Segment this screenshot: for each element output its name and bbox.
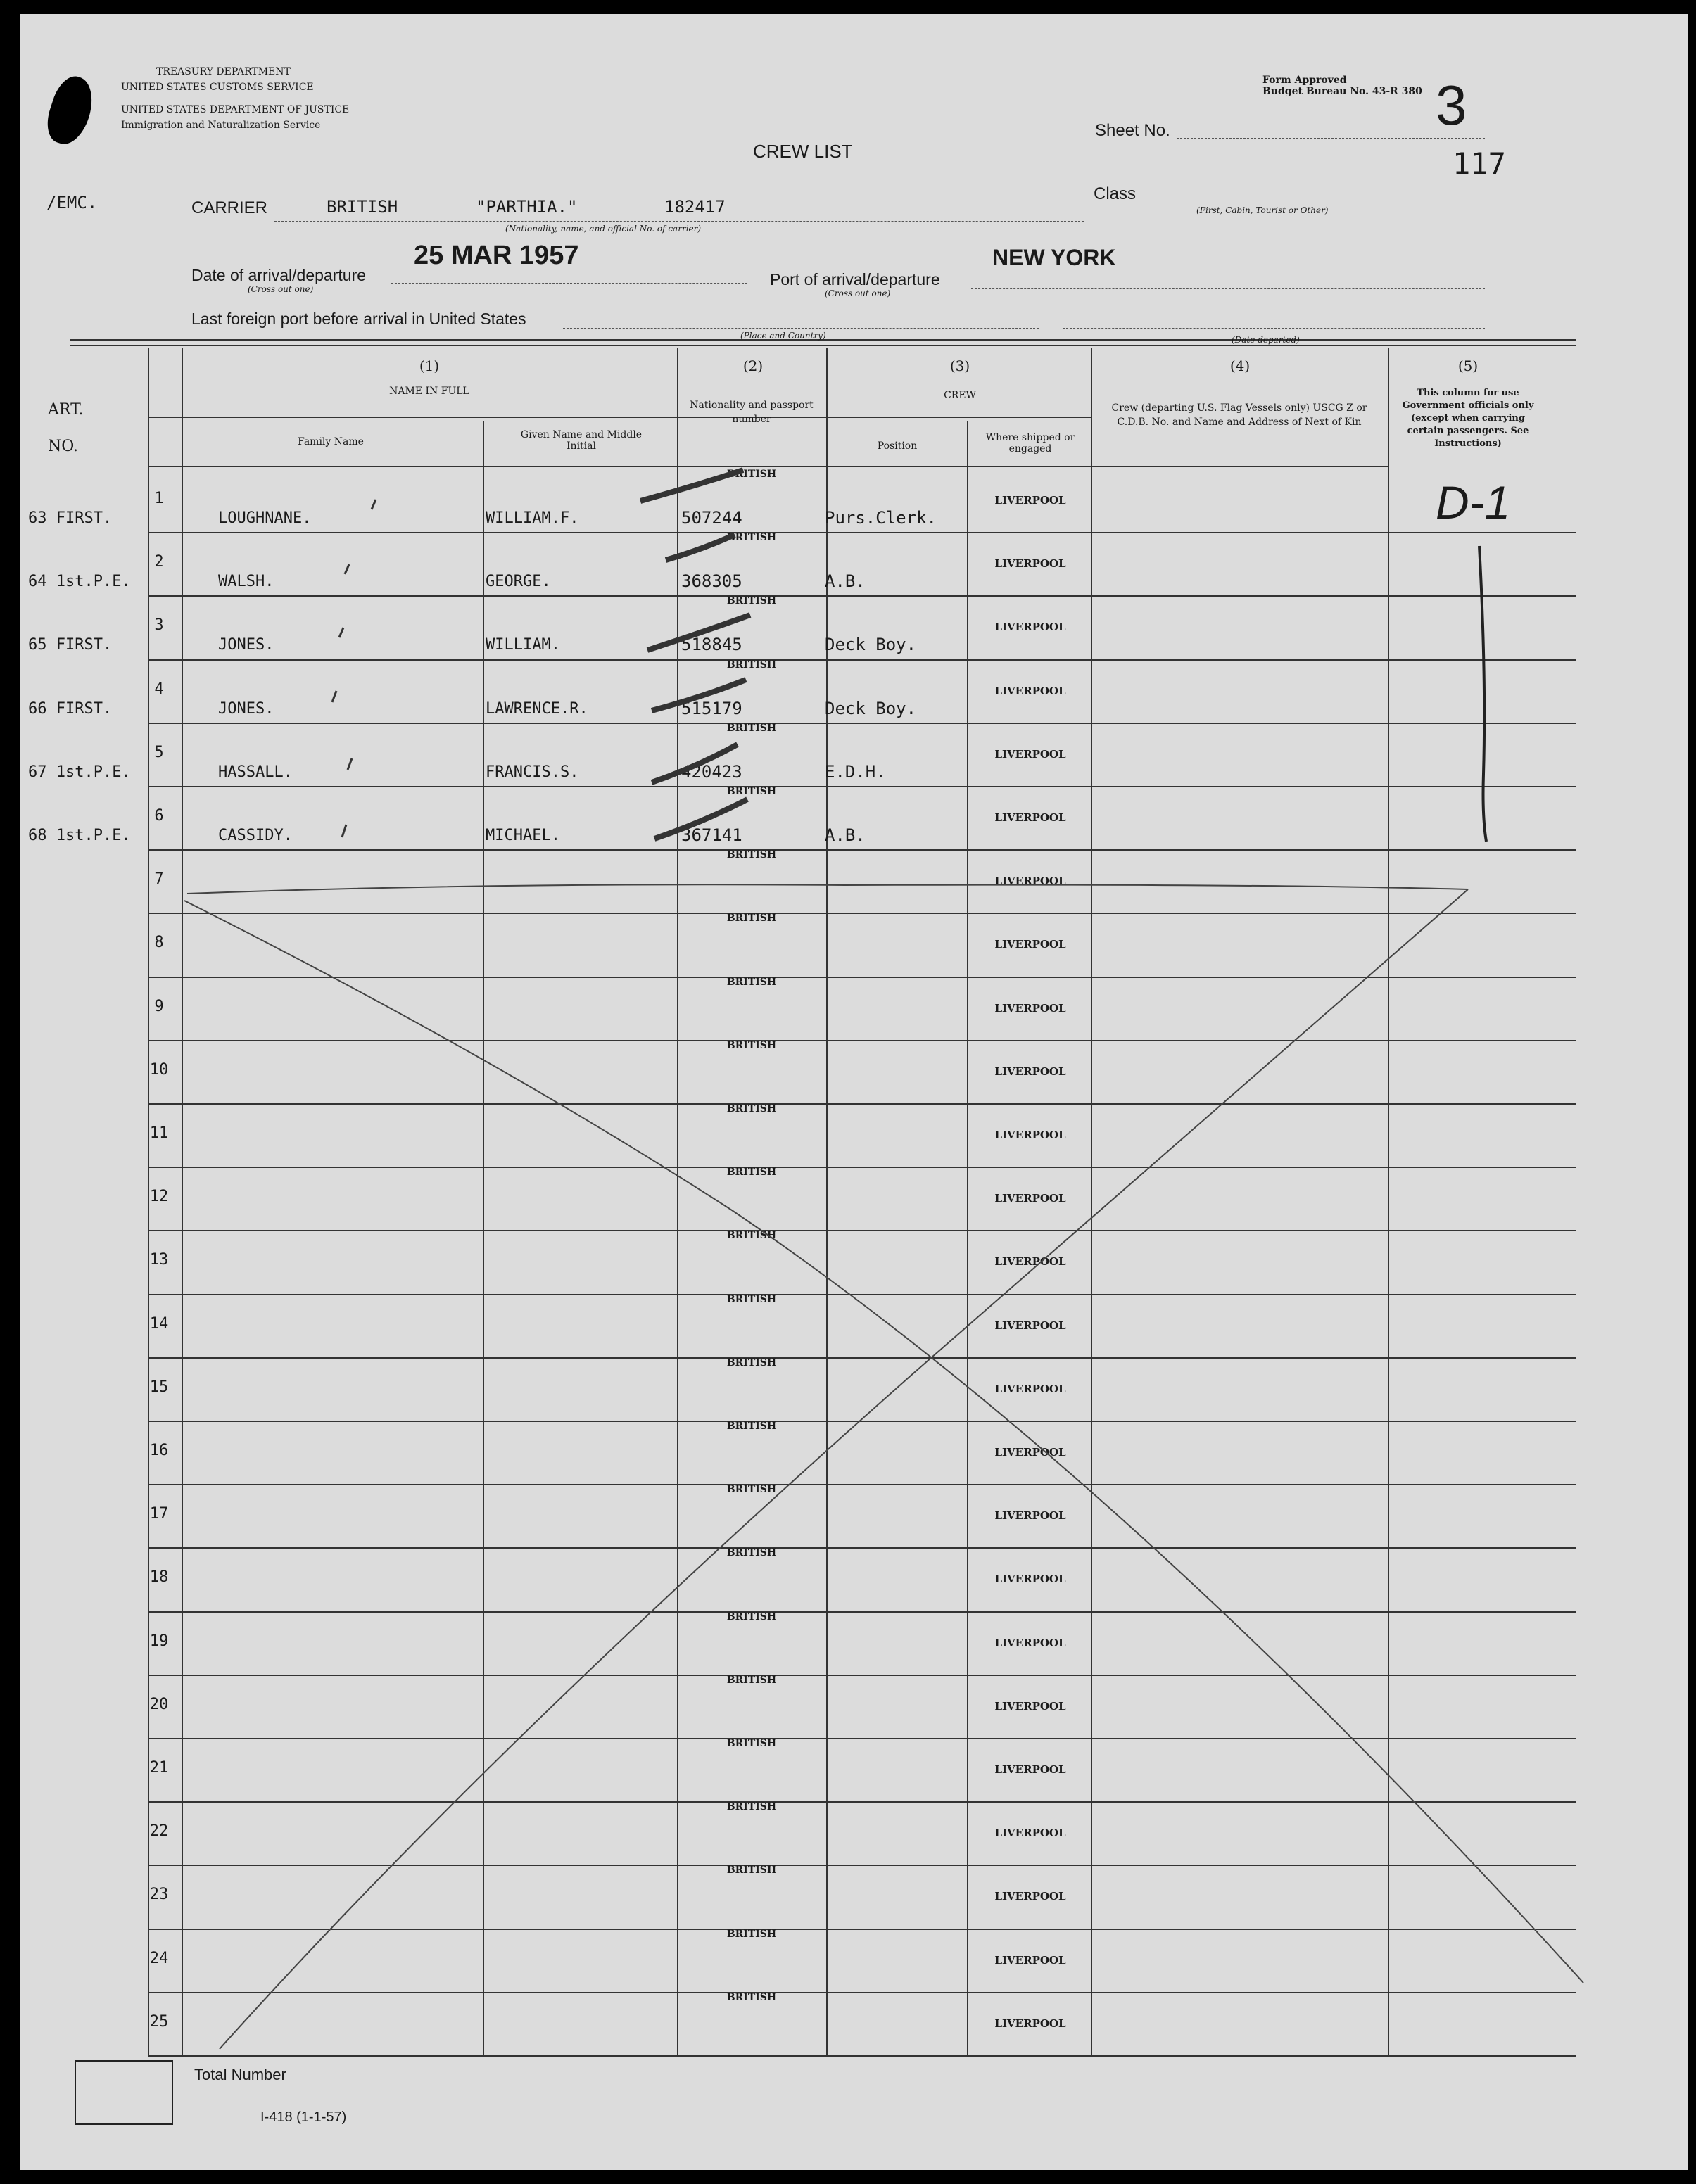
port-label: Port of arrival/departure xyxy=(770,270,940,288)
row-index: 13 xyxy=(149,1251,169,1269)
shipped-cell: LIVERPOOL xyxy=(994,2017,1066,2030)
tick-mark-1 xyxy=(372,500,376,509)
carrier-label: CARRIER xyxy=(191,198,268,217)
nationality-cell: BRITISH xyxy=(726,1674,777,1686)
date-hint: (Cross out one) xyxy=(248,284,314,294)
nationality-cell: BRITISH xyxy=(726,1547,777,1559)
nationality-cell: BRITISH xyxy=(726,849,777,861)
row-index: 22 xyxy=(149,1822,169,1841)
family-name-header: Family Name xyxy=(298,436,364,447)
passport-scribble-3 xyxy=(647,615,750,650)
shipped-cell: LIVERPOOL xyxy=(994,494,1066,507)
col3-number: (3) xyxy=(949,357,970,374)
row-index: 25 xyxy=(149,2012,169,2031)
family-name-cell: HASSALL. xyxy=(218,763,293,781)
shipped-cell: LIVERPOOL xyxy=(994,1319,1066,1332)
col5-annotation: D-1 xyxy=(1436,476,1511,528)
nationality-cell: BRITISH xyxy=(726,532,777,544)
shipped-cell: LIVERPOOL xyxy=(994,1382,1066,1395)
row-index: 7 xyxy=(154,870,164,889)
agency-justice: UNITED STATES DEPARTMENT OF JUSTICE xyxy=(121,104,350,115)
col3-title: CREW xyxy=(944,390,976,401)
no-label: NO. xyxy=(48,438,78,455)
shipped-cell: LIVERPOOL xyxy=(994,1446,1066,1459)
form-approved: Form Approved xyxy=(1262,75,1347,86)
nationality-cell: BRITISH xyxy=(726,786,777,797)
shipped-cell: LIVERPOOL xyxy=(994,1953,1066,1967)
row-index: 5 xyxy=(154,743,164,761)
position-header: Position xyxy=(877,440,918,452)
nationality-cell: BRITISH xyxy=(726,659,777,671)
total-box xyxy=(75,2060,173,2125)
cross-out-stroke-2 xyxy=(220,889,1468,2049)
position-cell: Deck Boy. xyxy=(825,635,917,655)
position-cell: A.B. xyxy=(825,825,866,845)
shipped-cell: LIVERPOOL xyxy=(994,1636,1066,1649)
row-index: 16 xyxy=(149,1442,169,1459)
given-name-cell: LAWRENCE.R. xyxy=(486,699,588,718)
agency-treasury: TREASURY DEPARTMENT xyxy=(156,66,291,77)
col5-bracket xyxy=(1479,546,1486,842)
sheet-label: Sheet No. xyxy=(1095,121,1170,140)
nationality-cell: BRITISH xyxy=(726,1421,777,1432)
date-value: 25 MAR 1957 xyxy=(414,241,579,270)
agency-ins: Immigration and Naturalization Service xyxy=(121,120,321,131)
shipped-cell: LIVERPOOL xyxy=(994,1699,1066,1713)
row-index: 21 xyxy=(149,1759,169,1777)
given-name-cell: MICHAEL. xyxy=(486,827,560,844)
row-index: 4 xyxy=(154,680,164,698)
shipped-cell: LIVERPOOL xyxy=(994,1255,1066,1269)
nationality-cell: BRITISH xyxy=(726,1167,777,1179)
shipped-cell: LIVERPOOL xyxy=(994,1129,1066,1141)
carrier-hint: (Nationality, name, and official No. of carrier) xyxy=(505,224,702,234)
shipped-cell: LIVERPOOL xyxy=(994,684,1066,697)
cross-out-top xyxy=(187,884,1468,894)
row-index: 1 xyxy=(154,490,164,507)
given-name-cell: GEORGE. xyxy=(486,573,551,591)
tick-mark-2 xyxy=(345,564,349,574)
port-hint: (Cross out one) xyxy=(825,288,891,298)
code-mark: /EMC. xyxy=(46,193,98,212)
passport-scribble-5 xyxy=(652,744,738,782)
family-name-cell: WALSH. xyxy=(218,573,274,591)
shipped-cell: LIVERPOOL xyxy=(994,1509,1066,1523)
row-index: 6 xyxy=(154,807,164,825)
shipped-cell: LIVERPOOL xyxy=(994,747,1066,761)
nationality-cell: BRITISH xyxy=(726,1103,777,1115)
row-index: 20 xyxy=(149,1695,169,1713)
nationality-cell: BRITISH xyxy=(726,1293,777,1305)
last-port-label: Last foreign port before arrival in United States xyxy=(191,310,526,328)
shipped-cell: LIVERPOOL xyxy=(994,811,1066,824)
nationality-cell: BRITISH xyxy=(726,1357,777,1369)
row-index: 15 xyxy=(149,1378,169,1396)
nationality-cell: BRITISH xyxy=(726,469,777,480)
art-number-cell: 68 1st.P.E. xyxy=(28,827,131,844)
col5-number: (5) xyxy=(1457,357,1479,374)
shipped-cell: LIVERPOOL xyxy=(994,557,1066,571)
passport-cell: 515179 xyxy=(681,698,742,718)
col4-number: (4) xyxy=(1229,357,1251,374)
row-index: 23 xyxy=(149,1886,169,1904)
class-label: Class xyxy=(1094,184,1137,203)
tick-mark-3 xyxy=(339,628,343,637)
col4-title: Crew (departing U.S. Flag Vessels only) USCG Z or C.D.B. No. and Name and Address of Next of Kin xyxy=(1111,402,1367,428)
date-departed-hint: (Date departed) xyxy=(1232,335,1300,345)
passport-cell: 507244 xyxy=(681,508,742,528)
row-index: 11 xyxy=(149,1124,169,1142)
family-name-cell: CASSIDY. xyxy=(218,827,293,844)
nationality-cell: BRITISH xyxy=(726,1039,777,1051)
carrier-number: 182417 xyxy=(664,197,726,217)
row-index: 17 xyxy=(149,1505,169,1523)
shipped-cell: LIVERPOOL xyxy=(994,875,1066,888)
row-index: 10 xyxy=(149,1060,169,1079)
nationality-cell: BRITISH xyxy=(726,595,777,607)
shipped-cell: LIVERPOOL xyxy=(994,1890,1066,1903)
page-title: CREW LIST xyxy=(753,141,853,162)
nationality-cell: BRITISH xyxy=(726,1865,777,1877)
agency-customs: UNITED STATES CUSTOMS SERVICE xyxy=(121,82,314,93)
family-name-cell: JONES. xyxy=(218,699,274,718)
nationality-cell: BRITISH xyxy=(726,913,777,925)
port-value: NEW YORK xyxy=(992,245,1116,270)
budget-bureau: Budget Bureau No. 43-R 380 xyxy=(1262,86,1422,97)
given-name-cell: FRANCIS.S. xyxy=(486,763,579,781)
nationality-cell: BRITISH xyxy=(726,722,777,734)
passport-scribble-6 xyxy=(654,799,747,839)
row-index: 19 xyxy=(149,1632,169,1650)
shipped-cell: LIVERPOOL xyxy=(994,621,1066,634)
shipped-cell: LIVERPOOL xyxy=(994,1827,1066,1840)
col5-title: This column for use Government officials only (except when carrying certain passengers. See Instructions) xyxy=(1402,388,1534,449)
carrier-name: "PARTHIA." xyxy=(476,197,578,217)
shipped-cell: LIVERPOOL xyxy=(994,1192,1066,1205)
art-number-cell: 66 FIRST. xyxy=(28,699,113,718)
col2-number: (2) xyxy=(742,357,764,374)
position-cell: Deck Boy. xyxy=(825,698,917,718)
date-label: Date of arrival/departure xyxy=(191,266,367,284)
row-index: 14 xyxy=(149,1314,169,1333)
tick-mark-6 xyxy=(342,825,346,837)
family-name-cell: JONES. xyxy=(218,636,274,654)
shipped-cell: LIVERPOOL xyxy=(994,1763,1066,1776)
tick-mark-5 xyxy=(348,758,352,770)
row-index: 2 xyxy=(154,553,164,571)
shipped-cell: LIVERPOOL xyxy=(994,1065,1066,1078)
given-name-cell: WILLIAM. xyxy=(486,636,560,654)
given-name-header: Given Name and Middle Initial xyxy=(520,429,643,452)
shipped-cell: LIVERPOOL xyxy=(994,1001,1066,1015)
row-index: 24 xyxy=(149,1949,169,1967)
art-label: ART. xyxy=(48,401,84,419)
total-label: Total Number xyxy=(194,2066,286,2083)
nationality-cell: BRITISH xyxy=(726,1928,777,1940)
passport-cell: 368305 xyxy=(681,571,742,592)
row-index: 3 xyxy=(154,616,164,635)
row-index: 8 xyxy=(154,934,164,952)
shipped-cell: LIVERPOOL xyxy=(994,938,1066,951)
given-name-cell: WILLIAM.F. xyxy=(486,509,579,527)
cross-out-stroke-1 xyxy=(184,901,1583,1983)
passport-scribble-2 xyxy=(666,535,735,560)
passport-cell: 420423 xyxy=(681,761,742,782)
position-cell: E.D.H. xyxy=(825,761,886,782)
nationality-cell: BRITISH xyxy=(726,1991,777,2003)
passport-scribble-1 xyxy=(640,470,743,501)
passport-scribble-4 xyxy=(652,680,746,711)
row-index: 9 xyxy=(154,997,164,1015)
place-hint: (Place and Country) xyxy=(740,331,826,341)
art-number-cell: 63 FIRST. xyxy=(28,509,113,527)
tick-mark-4 xyxy=(332,691,336,702)
class-hint: (First, Cabin, Tourist or Other) xyxy=(1196,205,1329,215)
row-index: 18 xyxy=(149,1568,169,1587)
position-cell: A.B. xyxy=(825,571,866,592)
nationality-cell: BRITISH xyxy=(726,1230,777,1242)
family-name-cell: LOUGHNANE. xyxy=(218,509,312,527)
col1-title: NAME IN FULL xyxy=(389,386,469,397)
passport-cell: 518845 xyxy=(681,635,742,655)
nationality-cell: BRITISH xyxy=(726,1738,777,1749)
nationality-cell: BRITISH xyxy=(726,1801,777,1813)
carrier-nationality: BRITISH xyxy=(327,197,398,217)
passport-cell: 367141 xyxy=(681,825,742,845)
art-number-cell: 65 FIRST. xyxy=(28,636,113,654)
col2-title: Nationality and passport number xyxy=(690,400,814,425)
art-number-cell: 67 1st.P.E. xyxy=(28,763,131,781)
nationality-cell: BRITISH xyxy=(726,1484,777,1496)
art-number-cell: 64 1st.P.E. xyxy=(28,573,131,591)
nationality-cell: BRITISH xyxy=(726,1611,777,1623)
sheet-extra: 117 xyxy=(1453,146,1506,181)
nationality-cell: BRITISH xyxy=(726,976,777,988)
shipped-header: Where shipped or engaged xyxy=(985,432,1075,455)
col1-number: (1) xyxy=(419,357,440,374)
row-index: 12 xyxy=(149,1188,169,1206)
position-cell: Purs.Clerk. xyxy=(825,508,937,528)
sheet-number: 3 xyxy=(1436,74,1467,136)
shipped-cell: LIVERPOOL xyxy=(994,1573,1066,1586)
form-number: I-418 (1-1-57) xyxy=(260,2109,347,2125)
